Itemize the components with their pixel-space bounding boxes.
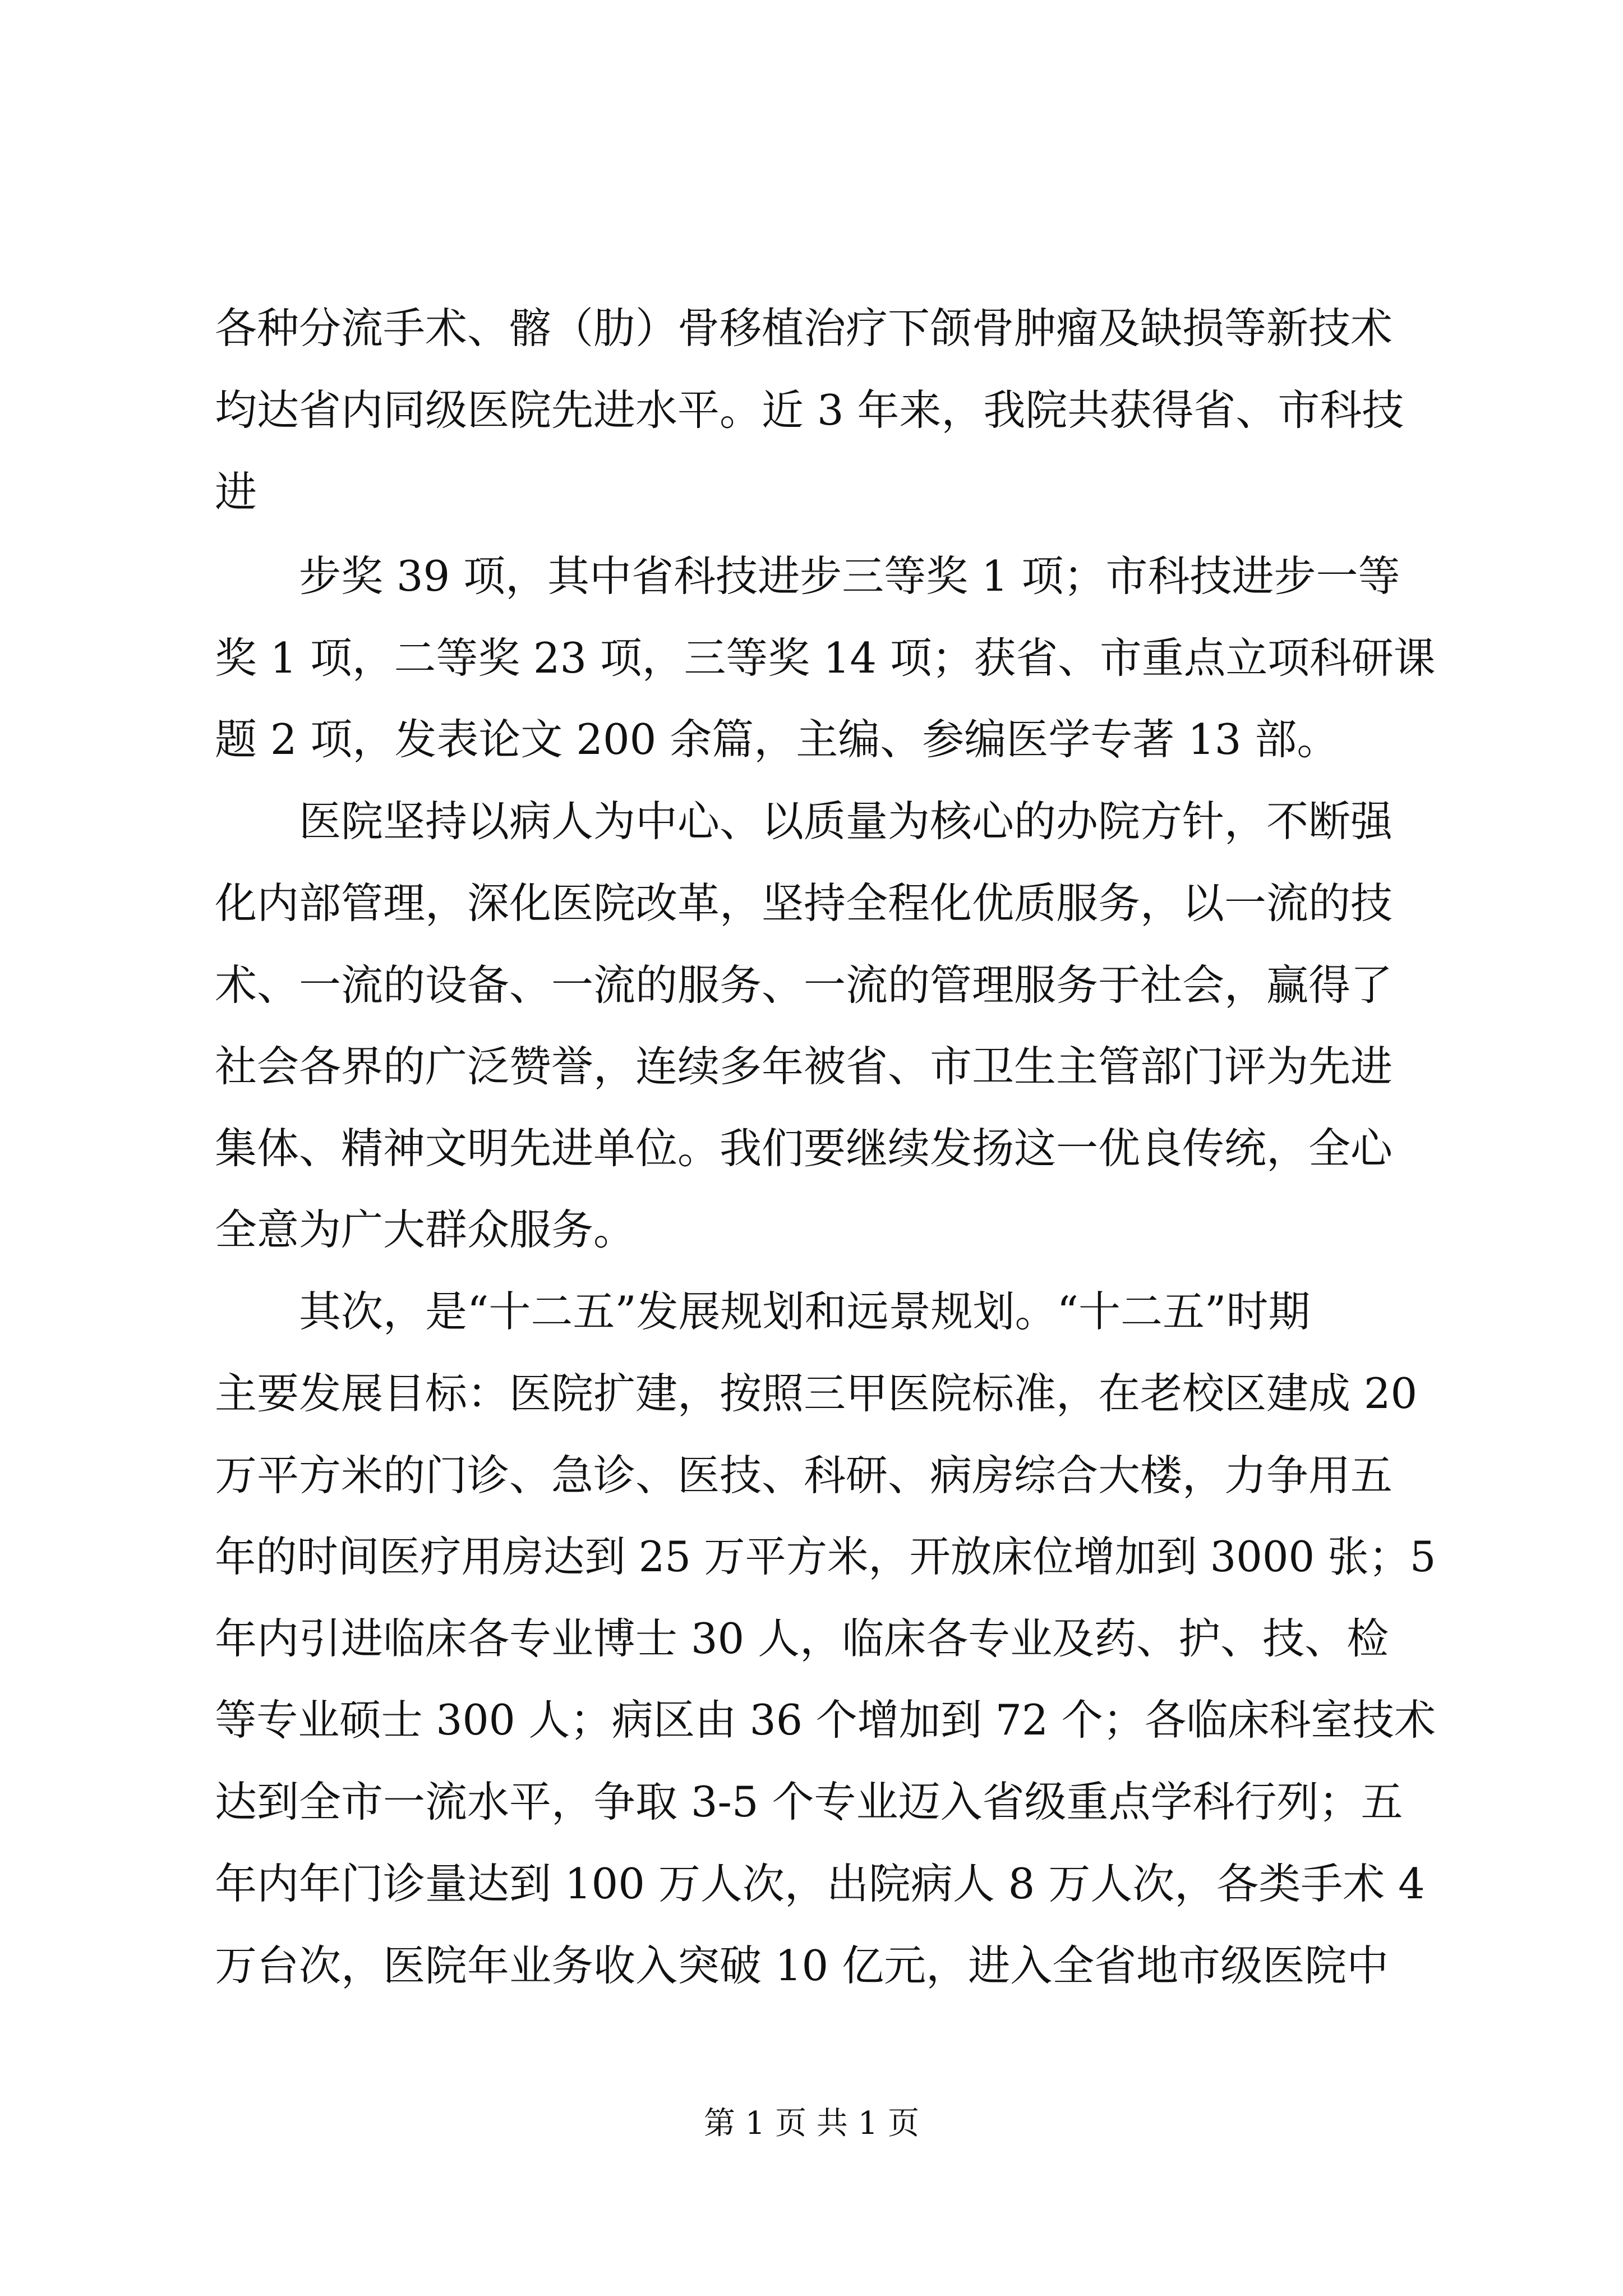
- body-text-line: 术、一流的设备、一流的服务、一流的管理服务于社会，赢得了: [215, 960, 1393, 1010]
- body-text-line: 万平方米的门诊、急诊、医技、科研、病房综合大楼，力争用五: [215, 1451, 1393, 1500]
- body-text-line: 医院坚持以病人为中心、以质量为核心的办院方针，不断强: [215, 797, 1393, 846]
- body-text-line: 均达省内同级医院先进水平。近 3 年来，我院共获得省、市科技: [215, 385, 1404, 435]
- body-text-line: 各种分流手术、髂（肋）骨移植治疗下颌骨肿瘤及缺损等新技术: [215, 303, 1393, 353]
- body-text-line: 主要发展目标：医院扩建，按照三甲医院标准，在老校区建成 20: [215, 1369, 1418, 1418]
- body-text-line: 万台次，医院年业务收入突破 10 亿元，进入全省地市级医院中: [215, 1941, 1389, 1990]
- body-text-line: 等专业硕士 300 人；病区由 36 个增加到 72 个；各临床科室技术: [215, 1695, 1436, 1745]
- body-text-line: 步奖 39 项，其中省科技进步三等奖 1 项；市科技进步一等: [215, 551, 1400, 601]
- body-text-line: 全意为广大群众服务。: [215, 1205, 636, 1254]
- body-text-line: 奖 1 项，二等奖 23 项，三等奖 14 项；获省、市重点立项科研课: [215, 633, 1436, 683]
- body-text-line: 社会各界的广泛赞誉，连续多年被省、市卫生主管部门评为先进: [215, 1042, 1393, 1091]
- body-text-line: 年内引进临床各专业博士 30 人，临床各专业及药、护、技、检: [215, 1614, 1389, 1663]
- body-text-line: 进: [215, 467, 257, 517]
- body-text-line: 题 2 项，发表论文 200 余篇，主编、参编医学专著 13 部。: [215, 715, 1339, 764]
- page-footer: 第 1 页 共 1 页: [703, 2105, 920, 2142]
- body-text-line: 其次，是“十二五”发展规划和远景规划。“十二五”时期: [215, 1287, 1311, 1336]
- body-text-line: 年内年门诊量达到 100 万人次，出院病人 8 万人次，各类手术 4: [215, 1859, 1425, 1908]
- body-text-line: 达到全市一流水平，争取 3-5 个专业迈入省级重点学科行列；五: [215, 1777, 1403, 1826]
- body-text-line: 化内部管理，深化医院改革，坚持全程化优质服务，以一流的技: [215, 878, 1393, 928]
- body-text-line: 年的时间医疗用房达到 25 万平方米，开放床位增加到 3000 张；5: [215, 1532, 1436, 1581]
- body-text-line: 集体、精神文明先进单位。我们要继续发扬这一优良传统，全心: [215, 1124, 1393, 1173]
